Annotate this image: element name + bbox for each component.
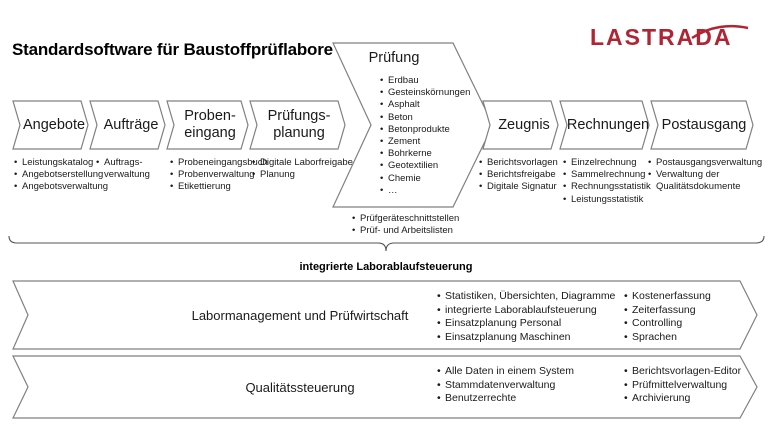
list-item: • Etikettierung — [170, 181, 268, 193]
band-list-labormanagement-col1 — [437, 290, 615, 344]
step-label-rechnungen: Rechnungen — [566, 117, 650, 133]
list-item: • Alle Daten in einem System — [437, 365, 574, 379]
band-label-qualitaetssteuerung: Qualitätssteuerung — [245, 380, 355, 395]
list-item: • Auftrags- verwaltung — [96, 157, 150, 181]
list-item: • Sprachen — [624, 331, 711, 345]
list-angebote — [14, 157, 108, 194]
band-list-labormanagement-col2 — [624, 290, 711, 344]
step-label-zeugnis: Zeugnis — [498, 117, 550, 133]
list-item: • Berichtsvorlagen-Editor — [624, 365, 741, 379]
list-item: • Erdbau — [380, 75, 470, 87]
list-item: • Benutzerrechte — [437, 392, 574, 406]
list-item: • Prüfgeräteschnittstellen — [352, 213, 459, 225]
page-title: Standardsoftware für Baustoffprüflabore — [12, 40, 333, 59]
integration-bracket — [9, 236, 764, 251]
list-item: • Einzelrechnung — [563, 157, 651, 169]
list-item: • Prüf- und Arbeitslisten — [352, 225, 459, 237]
list-item: • Probenverwaltung — [170, 169, 268, 181]
list-item: • Geotextilien — [380, 160, 470, 172]
list-item: • Digitale Laborfreigabe — [252, 157, 353, 169]
list-item: • integrierte Laborablaufsteuerung — [437, 304, 615, 318]
list-item: • Zeiterfassung — [624, 304, 711, 318]
list-item: • Leistungskatalog — [14, 157, 108, 169]
list-item: • Asphalt — [380, 99, 470, 111]
list-item: • Digitale Signatur — [479, 181, 558, 193]
list-item: • Rechnungsstatistik — [563, 181, 651, 193]
list-item: • Statistiken, Übersichten, Diagramme — [437, 290, 615, 304]
list-item: • Controlling — [624, 317, 711, 331]
list-item: • Angebotserstellung — [14, 169, 108, 181]
list-auftraege — [96, 157, 150, 181]
list-item: • Verwaltung der Qualitätsdokumente — [648, 169, 762, 193]
list-pruefungsplanung — [252, 157, 353, 181]
step-label-pruefungsplanung: Prüfungs- planung — [267, 108, 331, 141]
list-item: • … — [380, 185, 470, 197]
list-item: • Prüfmittelverwaltung — [624, 379, 741, 393]
list-item: • Betonprodukte — [380, 124, 470, 136]
band-list-qualitaetssteuerung-col1 — [437, 365, 574, 406]
list-pruefung — [380, 75, 470, 197]
list-item: • Beton — [380, 112, 470, 124]
list-item: • Kostenerfassung — [624, 290, 711, 304]
list-item: • Archivierung — [624, 392, 741, 406]
step-label-angebote: Angebote — [22, 117, 86, 133]
list-item: • Berichtsvorlagen — [479, 157, 558, 169]
lastrada-logo: LASTRADA — [590, 24, 733, 50]
list-postausgang — [648, 157, 762, 194]
list-item: • Probeneingangsbuch — [170, 157, 268, 169]
list-item: • Zement — [380, 136, 470, 148]
list-item: • Planung — [252, 169, 353, 181]
list-item: • Leistungsstatistik — [563, 194, 651, 206]
list-item: • Stammdatenverwaltung — [437, 379, 574, 393]
list-item: • Sammelrechnung — [563, 169, 651, 181]
list-item: • Postausgangsverwaltung — [648, 157, 762, 169]
step-label-postausgang: Postausgang — [661, 117, 747, 133]
list-pruefung-below — [352, 213, 459, 237]
list-zeugnis — [479, 157, 558, 194]
step-label-probeneingang: Proben- eingang — [184, 108, 236, 141]
step-label-auftraege: Aufträge — [103, 117, 159, 133]
bracket-label: integrierte Laborablaufsteuerung — [299, 261, 473, 273]
band-label-labormanagement: Labormanagement und Prüfwirtschaft — [191, 308, 409, 323]
list-item: • Berichtsfreigabe — [479, 169, 558, 181]
list-rechnungen — [563, 157, 651, 206]
list-item: • Einsatzplanung Maschinen — [437, 331, 615, 345]
list-item: • Angebotsverwaltung — [14, 181, 108, 193]
list-item: • Chemie — [380, 173, 470, 185]
step-label-pruefung: Prüfung — [368, 50, 420, 66]
list-item: • Einsatzplanung Personal — [437, 317, 615, 331]
list-item: • Gesteinskörnungen — [380, 87, 470, 99]
list-item: • Bohrkerne — [380, 148, 470, 160]
band-list-qualitaetssteuerung-col2 — [624, 365, 741, 406]
